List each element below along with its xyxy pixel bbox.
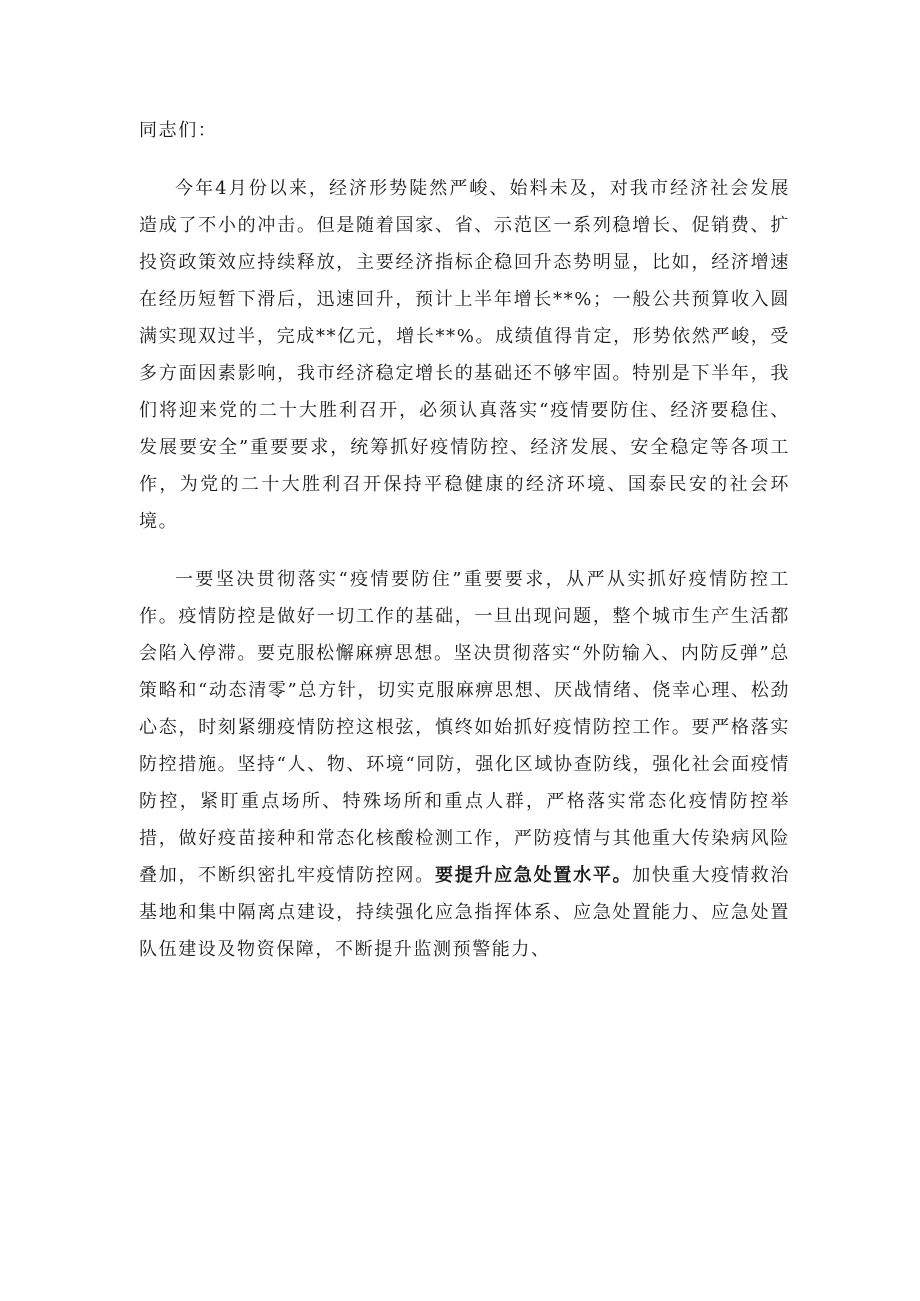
- salutation: 同志们：: [139, 120, 218, 141]
- paragraph-epidemic-tail-text: 加快重大疫情救治基地和集中隔离点建设，持续强化应急指挥体系、应急处置能力、应急处置队伍建设及物资保障，不断提升监测预警能力、: [139, 865, 790, 960]
- paragraph-epidemic-prevention: [139, 561, 790, 968]
- document-body: [139, 112, 790, 968]
- paragraph-epidemic-main-text: 一要坚决贯彻落实“疫情要防住”重要要求，从严从实抓好疫情防控工作。疫情防控是做好一切工作的基础，一旦出现问题，整个城市生产生活都会陷入停滞。要克服松懈麻痹思想。坚决贯彻落实“外防输入、内防反弹”总策略和“动态清零”总方针，切实克服麻痹思想、厌战情绪、侥幸心理、松劲心态，时刻紧绷疫情防控这根弦，慎终如始抓好疫情防控工作。要严格落实防控措施。坚持“人、物、环境“同防，强化区域协查防线，强化社会面疫情防控，紧盯重点场所、特殊场所和重点人群，严格落实常态化疫情防控举措，做好疫苗接种和常态化核酸检测工作，严防疫情与其他重大传染病风险叠加，不断织密扎牢疫情防控网。: [139, 569, 790, 886]
- paragraph-economic-situation: 今年4月份以来，经济形势陡然严峻、始料未及，对我市经济社会发展造成了不小的冲击。但是随着国家、省、示范区一系列稳增长、促销费、扩投资政策效应持续释放，主要经济指标企稳回升态势明显，比如，经济增速在经历短暂下滑后，迅速回升，预计上半年增长**%；一般公共预算收入圆满实现双过半，完成**亿元，增长**%。成绩值得肯定，形势依然严峻，受多方面因素影响，我市经济稳定增长的基础还不够牢固。特别是下半年，我们将迎来党的二十大胜利召开，必须认真落实“疫情要防住、经济要稳住、发展要安全”重要要求，统筹抓好疫情防控、经济发展、安全稳定等各项工作，为党的二十大胜利召开保持平稳健康的经济环境、国泰民安的社会环境。: [139, 178, 790, 532]
- bold-heading-emergency-response: 要提升应急处置水平。: [434, 865, 633, 886]
